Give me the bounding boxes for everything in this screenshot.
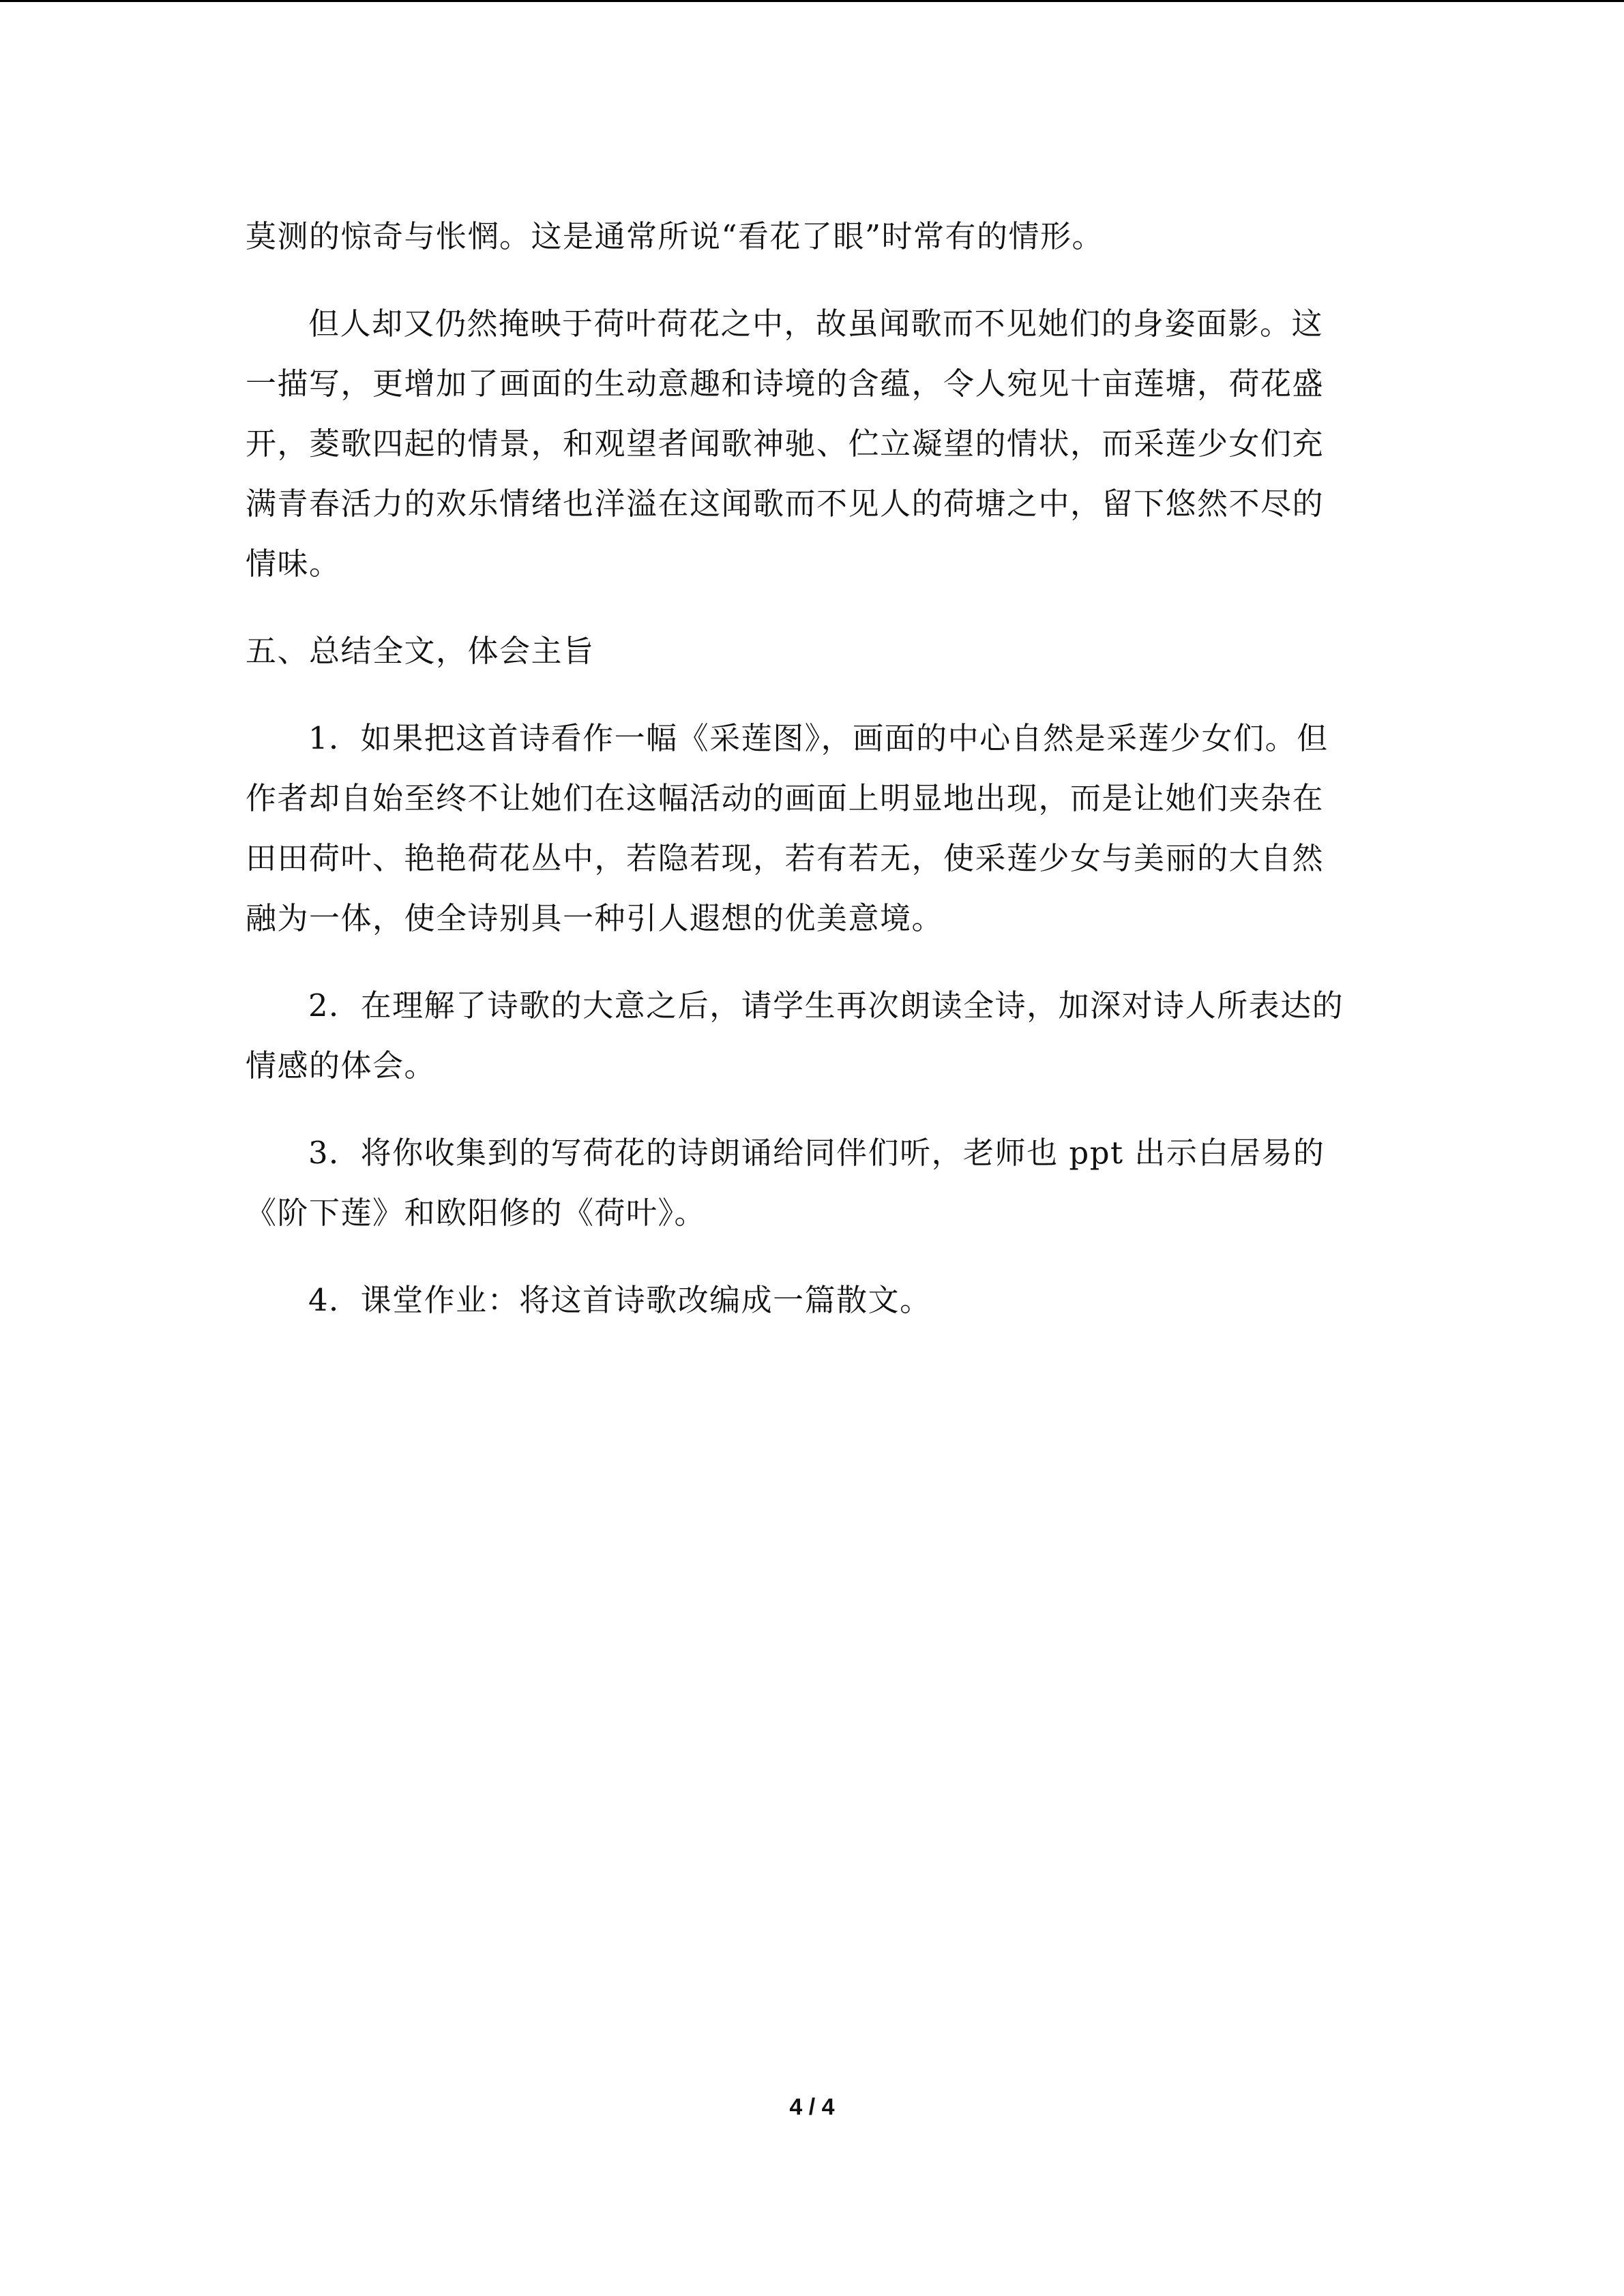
text-line: 开，菱歌四起的情景，和观望者闻歌神驰、伫立凝望的情状，而采莲少女们充 (246, 426, 1325, 462)
text-line: 作者却自始至终不让她们在这幅活动的画面上明显地出现，而是让她们夹杂在 (246, 780, 1325, 816)
text-line: 情味。 (246, 546, 341, 582)
text-line: 3．将你收集到的写荷花的诗朗诵给同伴们听，老师也 ppt 出示白居易的 (308, 1135, 1325, 1171)
paragraph-item-2 (246, 976, 1378, 1096)
paragraph-item-1 (246, 709, 1378, 949)
text-line: 莫测的惊奇与怅惘。这是通常所说“看花了眼”时常有的情形。 (246, 218, 1104, 254)
section-heading-text: 五、总结全文，体会主旨 (246, 633, 595, 669)
document-body (246, 207, 1378, 1330)
section-heading (246, 621, 1378, 681)
text-line: 1．如果把这首诗看作一幅《采莲图》，画面的中心自然是采莲少女们。但 (308, 720, 1329, 756)
text-line: 一描写，更增加了画面的生动意趣和诗境的含蕴，令人宛见十亩莲塘，荷花盛 (246, 366, 1325, 402)
text-line: 融为一体，使全诗别具一种引人遐想的优美意境。 (246, 900, 944, 936)
paragraph-1 (246, 207, 1378, 267)
paragraph-2 (246, 294, 1378, 594)
text-line: 4．课堂作业：将这首诗歌改编成一篇散文。 (308, 1282, 932, 1318)
paragraph-item-4 (246, 1270, 1378, 1330)
text-line: 但人却又仍然掩映于荷叶荷花之中，故虽闻歌而不见她们的身姿面影。这 (308, 305, 1324, 342)
text-line: 2．在理解了诗歌的大意之后，请学生再次朗读全诗，加深对诗人所表达的 (308, 987, 1344, 1024)
page-number: 4 / 4 (789, 2094, 835, 2120)
paragraph-item-3 (246, 1123, 1378, 1243)
text-line: 满青春活力的欢乐情绪也洋溢在这闻歌而不见人的荷塘之中，留下悠然不尽的 (246, 486, 1325, 522)
text-line: 《阶下莲》和欧阳修的《荷叶》。 (246, 1195, 707, 1231)
text-line: 情感的体会。 (246, 1047, 437, 1084)
text-line: 田田荷叶、艳艳荷花丛中，若隐若现，若有若无，使采莲少女与美丽的大自然 (246, 840, 1325, 876)
